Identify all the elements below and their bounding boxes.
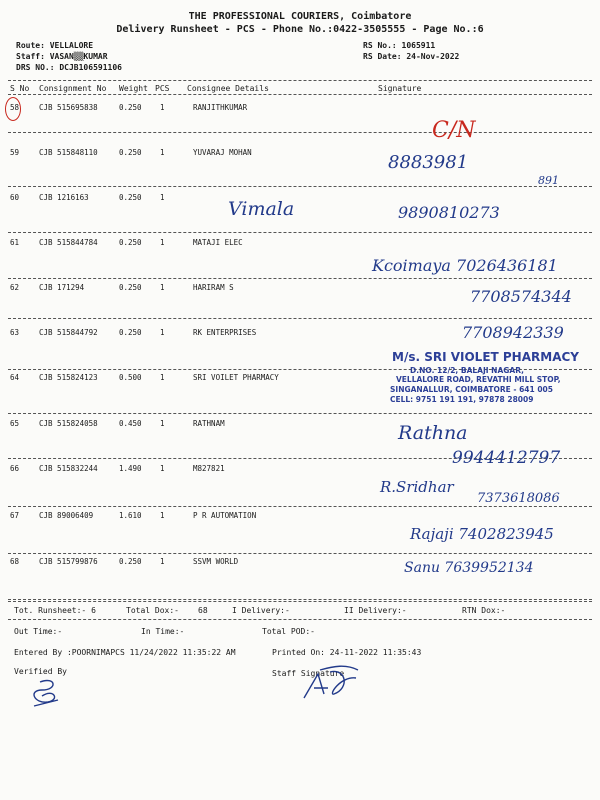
rs-number: RS No.: 1065911 (363, 41, 436, 50)
signature-61: Kcoimaya 7026436181 (372, 256, 558, 275)
cell-weight: 1.610 (119, 511, 142, 520)
cell-sno: 60 (10, 193, 20, 202)
cell-sno: 64 (10, 373, 20, 382)
cell-sno: 68 (10, 557, 20, 566)
cell-weight: 0.250 (119, 238, 142, 247)
signature-59-extra: 891 (538, 174, 559, 187)
row-divider (8, 599, 592, 600)
cn-handwritten-mark: C/N (432, 118, 476, 143)
cell-consignee: P R AUTOMATION (193, 511, 257, 520)
cell-weight: 0.250 (119, 103, 142, 112)
staff-signature-scribble (300, 664, 360, 704)
cell-consignee: RATHNAM (193, 419, 225, 428)
row-divider (8, 232, 592, 233)
rs-date: RS Date: 24-Nov-2022 (363, 52, 460, 61)
stamp-phone: CELL: 9751 191 191, 97878 28009 (390, 395, 534, 404)
row-divider (8, 186, 592, 187)
cell-sno: 63 (10, 328, 20, 337)
cell-sno: 62 (10, 283, 20, 292)
pharmacy-stamp (370, 350, 600, 420)
cell-sno: 65 (10, 419, 20, 428)
cell-consignee: RANJITHKUMAR (193, 103, 248, 112)
signature-66-number: 7373618086 (477, 491, 560, 506)
row-divider (8, 318, 592, 319)
col-signature: Signature (378, 84, 422, 93)
cell-weight: 0.250 (119, 193, 142, 202)
total-pod: Total POD:- (262, 627, 315, 636)
consignee-60-handwritten: Vimala (228, 198, 295, 220)
signature-63: 7708942339 (462, 323, 564, 342)
cell-consignment: CJB 515695838 (39, 103, 98, 112)
signature-59: 8883981 (388, 152, 469, 173)
out-time: Out Time:- (14, 627, 63, 636)
stamp-address-1: D.NO. 12/2, BALAJI NAGAR, (410, 366, 524, 375)
cell-sno: 67 (10, 511, 20, 520)
cell-pcs: 1 (160, 511, 165, 520)
cell-consignee: MATAJI ELEC (193, 238, 243, 247)
stamp-address-3: SINGANALLUR, COIMBATORE - 641 005 (390, 385, 553, 394)
cell-weight: 0.250 (119, 328, 142, 337)
cell-pcs: 1 (160, 328, 165, 337)
cell-consignee: SSVM WORLD (193, 557, 239, 566)
stamp-address-2: VELLALORE ROAD, REVATHI MILL STOP, (396, 375, 561, 384)
cell-pcs: 1 (160, 103, 165, 112)
cell-consignee: YUVARAJ MOHAN (193, 148, 252, 157)
verified-by: Verified By (14, 667, 67, 676)
stamp-name: M/s. SRI VIOLET PHARMACY (392, 350, 579, 364)
cell-pcs: 1 (160, 238, 165, 247)
cell-sno: 66 (10, 464, 20, 473)
signature-67: Rajaji 7402823945 (410, 525, 554, 543)
cell-sno: 61 (10, 238, 20, 247)
verifier-signature-scribble (28, 676, 68, 710)
cell-consignment: CJB 171294 (39, 283, 85, 292)
cell-consignee: SRI VOILET PHARMACY (193, 373, 279, 382)
cell-consignment: CJB 89006409 (39, 511, 94, 520)
cell-consignment: CJB 515799876 (39, 557, 98, 566)
cell-pcs: 1 (160, 283, 165, 292)
cell-consignment: CJB 515824123 (39, 373, 98, 382)
col-consignee: Consignee Details (187, 84, 269, 93)
drs-number: DRS NO.: DCJB106591106 (16, 63, 122, 72)
header-top-rule (8, 80, 592, 81)
signature-66: R.Sridhar (380, 478, 454, 496)
cell-consignee: HARIRAM S (193, 283, 234, 292)
col-pcs: PCS (155, 84, 170, 93)
cell-consignment: CJB 515844784 (39, 238, 98, 247)
cell-consignee: RK ENTERPRISES (193, 328, 257, 337)
staff-label: Staff: VASAN▒▒KUMAR (16, 52, 108, 61)
ii-delivery: II Delivery:- (344, 606, 407, 615)
cell-weight: 1.490 (119, 464, 142, 473)
col-weight: Weight (119, 84, 148, 93)
cell-consignment: CJB 515832244 (39, 464, 98, 473)
cell-weight: 0.450 (119, 419, 142, 428)
cell-pcs: 1 (160, 557, 165, 566)
staff-signature: Staff Signature (272, 669, 345, 678)
cell-pcs: 1 (160, 419, 165, 428)
i-delivery: I Delivery:- (232, 606, 290, 615)
rtn-dox: RTN Dox:- (462, 606, 506, 615)
printed-on: Printed On: 24-11-2022 11:35:43 (272, 648, 422, 657)
col-consignment: Consignment No (39, 84, 107, 93)
footer-mid-rule (8, 619, 592, 620)
total-dox-label: Total Dox:- (126, 606, 179, 615)
signature-68: Sanu 7639952134 (404, 560, 534, 576)
company-title: THE PROFESSIONAL COURIERS, Coimbatore (188, 11, 412, 22)
footer-top-rule (8, 601, 592, 602)
signature-60: 9890810273 (398, 203, 500, 222)
row-divider (8, 132, 592, 133)
cell-consignment: CJB 515848110 (39, 148, 98, 157)
cell-pcs: 1 (160, 373, 165, 382)
signature-62: 7708574344 (470, 287, 572, 306)
cell-sno: 58 (10, 103, 20, 112)
cell-pcs: 1 (160, 148, 165, 157)
signature-65-number: 9944412797 (452, 448, 561, 468)
cell-consignment: CJB 515824058 (39, 419, 98, 428)
cell-weight: 0.250 (119, 283, 142, 292)
cell-weight: 0.250 (119, 148, 142, 157)
in-time: In Time:- (141, 627, 185, 636)
cell-pcs: 1 (160, 193, 165, 202)
cell-consignee: M827821 (193, 464, 225, 473)
cell-pcs: 1 (160, 464, 165, 473)
signature-65: Rathna (398, 422, 468, 444)
cell-weight: 0.250 (119, 557, 142, 566)
tot-runsheet: Tot. Runsheet:- 6 (14, 606, 96, 615)
route-label: Route: VELLALORE (16, 41, 94, 50)
red-circle-mark (5, 97, 21, 121)
row-divider (8, 553, 592, 554)
entered-by: Entered By :POORNIMAPCS 11/24/2022 11:35:22 AM (14, 648, 236, 657)
cell-sno: 59 (10, 148, 20, 157)
cell-consignment: CJB 515844792 (39, 328, 98, 337)
row-divider (8, 506, 592, 507)
row-divider (8, 278, 592, 279)
cell-consignment: CJB 1216163 (39, 193, 89, 202)
col-sno: S No (10, 84, 30, 93)
header-bottom-rule (8, 94, 592, 95)
total-dox-value: 68 (198, 606, 208, 615)
runsheet-title: Delivery Runsheet - PCS - Phone No.:0422-3505555 - Page No.:6 (116, 24, 484, 35)
cell-weight: 0.500 (119, 373, 142, 382)
